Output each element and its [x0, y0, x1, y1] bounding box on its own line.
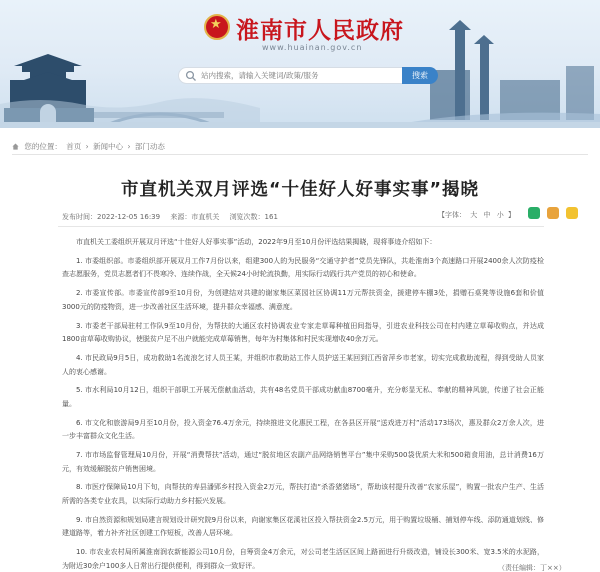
paragraph-item: 3. 市委老干部局驻村工作队9至10月份，为帮扶的大通区农村协调农业专家走草莓种植田间指导，引进农业科技公司在村内建立草莓收购点，并达成1800亩草莓收购协议，使脱贫户足不出户就能完成草莓销售，每年为村集体和村民实现增收40余万元。: [62, 321, 544, 344]
paragraph-item: 5. 市水利局10月12日，组织干部职工开展无偿献血活动，共有48名党员干部成功献血8700毫升，充分彰显无私、奉献的精神风貌，传递了社会正能量。: [62, 386, 544, 408]
breadcrumb: [12, 141, 167, 152]
article-body: [62, 236, 544, 572]
paragraph-item: 9. 市自然资源和规划局建言规划设计研究院9月份以来，向谢家集区花溪社区投入帮扶资金2.5万元，用于购置垃圾桶、捕划停车线、添防通道划线、修建道路等，着力补齐社区创建工作短板，改善人居环境。: [62, 515, 544, 538]
paragraph-item: 4. 市民政局9月5日，成功救助1名流浪乞讨人员王某，并组织市救助站工作人员护送王某回到江西省萍乡市老家，切实完成救助流程，得到受助人员家人的衷心感谢。: [62, 353, 544, 376]
share-buttons: [528, 207, 580, 221]
breadcrumb-label: 您的位置：: [24, 142, 62, 151]
wechat-icon[interactable]: [528, 207, 540, 219]
site-logo[interactable]: [204, 12, 424, 56]
font-size-small[interactable]: 小: [496, 211, 504, 219]
article-title: 市直机关双月评选“十佳好人好事实事”揭晓: [120, 180, 479, 200]
breadcrumb-separator: ›: [127, 142, 131, 151]
font-size-large[interactable]: 大: [470, 211, 478, 219]
search-button[interactable]: 搜索: [402, 67, 438, 84]
paragraph-intro: 市直机关工委组织开展双月评选“十佳好人好事实事”活动，2022年9月至10月份评选结果揭晓，现将事迹介绍如下：: [76, 238, 437, 246]
site-url: www.huainan.gov.cn: [262, 43, 363, 52]
font-size-medium[interactable]: 中: [483, 211, 491, 219]
search-input[interactable]: [201, 69, 401, 82]
breadcrumb-separator: ›: [85, 142, 89, 151]
font-size-control: [438, 210, 515, 220]
paragraph-item: 8. 市医疗保障局10月下旬，向帮扶的寿县潘郢乡村投入资金2万元，帮扶打造“杀香猪猪场”，帮助该村提升改善“农家乐屋”，购置一批农户生产、生活所需的各类专业农具，以实际行动助力乡村振兴发展。: [62, 483, 544, 505]
divider: [58, 226, 544, 227]
divider: [12, 154, 588, 155]
site-name: 淮南市人民政府: [236, 17, 404, 44]
paragraph-item: 7. 市市场监督管理局10月份，开展“消费帮扶”活动，通过“脱贫地区农副产品网络销售平台”集中采购500袋优质大米和500箱食用油，总计消费16万元，有效缓解脱贫户销售困境。: [62, 451, 544, 473]
paragraph-item: 2. 市委宣传部。市委宣传部9至10月份，为创建结对共建的谢家集区菜园社区协调11万元帮扶资金，援建停车棚3处，捐赠石桌凳等设施6套和价值3000元的防疫物资，进一步改善社区生活环境，提升群众幸福感、满意度。: [62, 289, 544, 311]
breadcrumb-dept-news[interactable]: 部门动态: [134, 142, 165, 151]
editor-credit: （责任编辑：丁××）: [498, 564, 566, 572]
header-banner: [0, 0, 600, 128]
paragraph-item: 6. 市文化和旅游局9月至10月份，投入资金76.4万余元，持续推进文化惠民工程，在各县区开展“送戏进万村”活动173场次，惠及群众2万余人次，进一步丰富群众文化生活。: [62, 418, 544, 441]
article-meta: [62, 212, 286, 222]
view-count: 浏览次数：161: [229, 213, 278, 221]
paragraph-item: 10. 市农业农村局所属淮南润农新能源公司10月份，自筹资金4万余元，对公司老生活区区间上路面进行升级改造，铺设长300米、宽3.5米的水泥路，为附近30余户100多人日常出行提供便利，得到群众一致好评。: [62, 548, 544, 570]
paragraph-item: 1. 市委组织部。市委组织部开展双月工作7月份以来，组建300人的为民服务“交通守护者”党员先锋队，共赴淮南3个高速路口开展2400余人次防疫检查志愿服务，党员志愿者们不畏寒冷、连续作战，全天候24小时轮流执勤，用实际行动践行共产党员的初心和使命。: [62, 256, 544, 279]
weibo-icon[interactable]: [547, 207, 559, 219]
qzone-icon[interactable]: [566, 207, 578, 219]
search-icon: [185, 70, 197, 82]
breadcrumb-news-center[interactable]: 新闻中心: [93, 142, 124, 151]
breadcrumb-home[interactable]: 首页: [66, 142, 82, 151]
font-size-close: 】: [507, 211, 515, 219]
home-icon: [12, 143, 19, 150]
article-source: 来源：市直机关: [170, 213, 220, 221]
emblem-icon: [204, 14, 230, 40]
font-size-label: 【字体：: [438, 211, 466, 219]
publish-date: 发布时间：2022-12-05 16:39: [62, 213, 161, 221]
search-bar[interactable]: [178, 67, 410, 84]
